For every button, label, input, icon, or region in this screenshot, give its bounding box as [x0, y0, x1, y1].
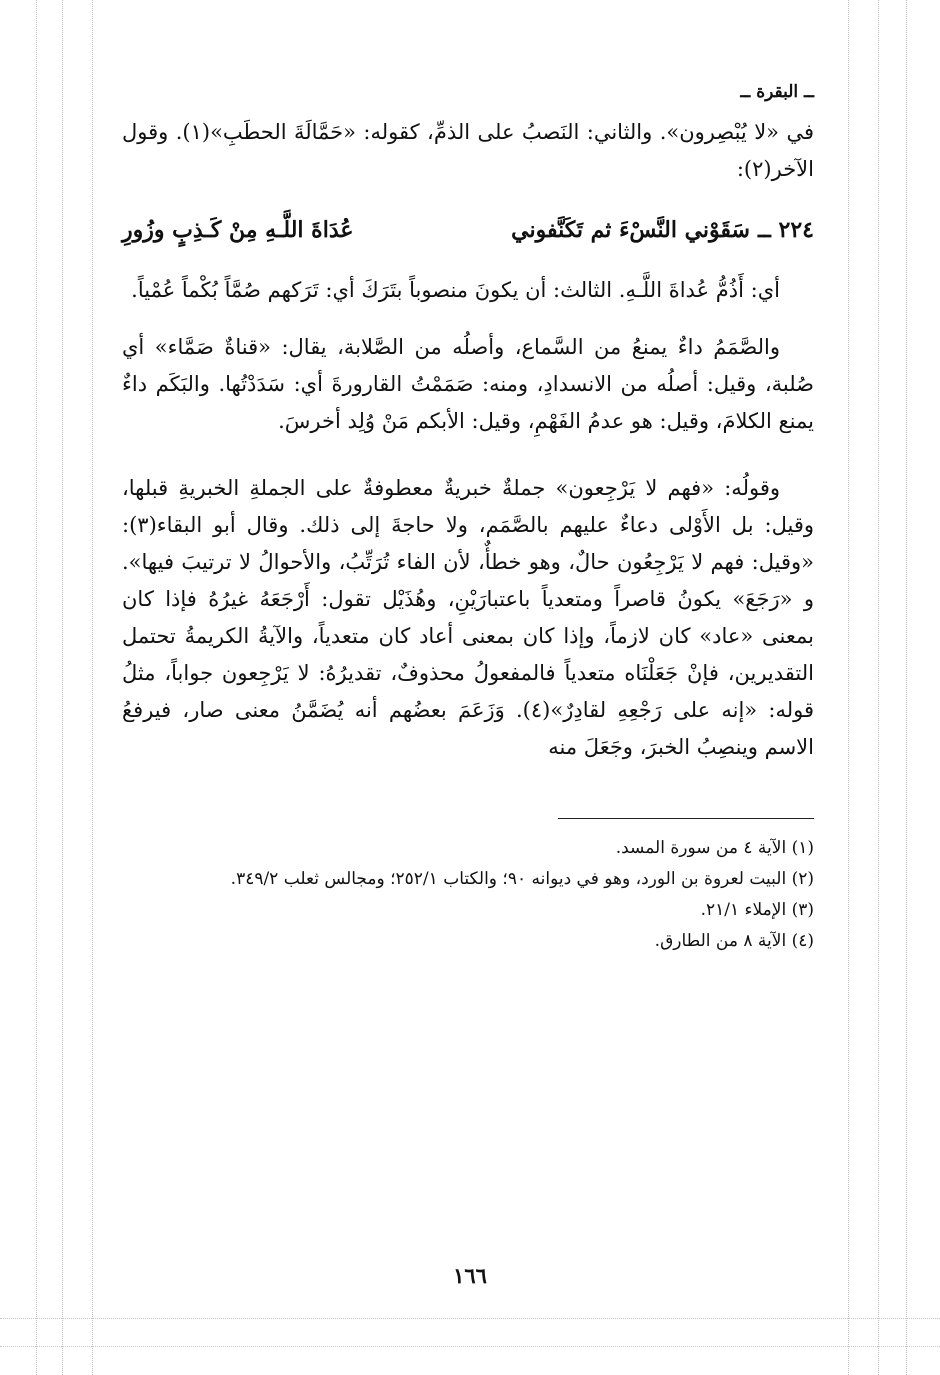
- scan-guide-line: [0, 1346, 940, 1347]
- footnotes: [122, 833, 814, 957]
- footnote-1: (١) الآية ٤ من سورة المسد.: [615, 838, 814, 858]
- scan-guide-line: [62, 0, 63, 1375]
- footnote-3: (٣) الإملاء ٢١/١.: [700, 900, 814, 920]
- paragraph-rajaa: وقولُه: «فهم لا يَرْجِعون» جملةٌ خبريةٌ معطوفةٌ على الجملةِ الخبريةِ قبلها، وقيل: بل الأَوْلى دعاءٌ عليهم بالصَّمَم، ولا حاجةَ إلى ذلك. وقال أبو البقاء(٣): «وقيل: فهم لا يَرْجِعُون حالٌ، وهو خطأٌ، لأن الفاء تُرَتِّبُ، والأحوالُ لا ترتيبَ فيها». و «رَجَعَ» يكونُ قاصراً ومتعدياً باعتبارَيْنِ، وهُذَيْل تقول: أَرْجَعَهُ غيرُهُ فإذا كان بمعنى «عاد» كان لازماً، وإذا كان بمعنى أعاد كان متعدياً، والآيةُ الكريمةُ تحتمل التقديرين، فإنْ جَعَلْنَاه متعدياً فالمفعولُ محذوفٌ، تقديرُهُ: لا يَرْجِعون جواباً، مثلُ قوله: «إنه على رَجْعِهِ لقادِرٌ»(٤). وَزَعَمَ بعضُهم أنه يُضَمَّنُ معنى صار، فيرفعُ الاسم وينصِبُ الخبرَ، وجَعَلَ منه: [122, 476, 814, 759]
- scan-guide-line: [92, 0, 93, 1375]
- scan-guide-line: [0, 1318, 940, 1319]
- scan-guide-line: [906, 0, 907, 1375]
- verse-number: ٢٢٤ ــ: [757, 217, 814, 243]
- paragraph-intro: في «لا يُبْصِرون». والثاني: النَصبُ على الذمِّ، كقوله: «حَمَّالَةَ الحطَبِ»(١). وقول الآخر(٢):: [122, 120, 814, 181]
- verse-first-hemistich: سَقَوْني النَّسْءَ ثم تَكَنَّفوني: [511, 217, 750, 243]
- paragraph-samam: والصَّمَمُ داءٌ يمنعُ من السَّماع، وأصلُه من الصَّلابة، يقال: «قناةٌ صَمَّاء» أي صُلبة، وقيل: أصلُه من الانسدادِ، ومنه: صَمَمْتُ القارورةَ أي: سَدَدْتُها. والبَكَم داءٌ يمنع الكلامَ، وقيل: هو عدمُ الفَهْمِ، وقيل: الأبكم مَنْ وُلِد أخرسَ.: [122, 335, 814, 433]
- book-page: [122, 78, 814, 957]
- running-header: ــ البقرة ــ: [740, 82, 814, 102]
- footnote-separator: [558, 818, 814, 819]
- scan-guide-line: [848, 0, 849, 1375]
- scan-guide-line: [36, 0, 37, 1375]
- paragraph-explanation: أي: أَذُمُّ عُداةَ اللَّـهِ. الثالث: أن يكونَ منصوباً بتَرَكَ أي: تَرَكهم صُمَّاً بُكْماً عُمْياً.: [131, 278, 780, 302]
- scan-guide-line: [878, 0, 879, 1375]
- footnote-2: (٢) البيت لعروة بن الورد، وهو في ديوانه ٩٠؛ والكتاب ٢٥٢/١؛ ومجالس ثعلب ٣٤٩/٢.: [230, 869, 814, 889]
- footnote-4: (٤) الآية ٨ من الطارق.: [654, 931, 814, 951]
- page-number: ١٦٦: [453, 1263, 487, 1288]
- poetry-verse: [122, 210, 814, 250]
- verse-second-hemistich: عُدَاةَ اللَّـهِ مِنْ كَـذِبٍ وزُورِ: [122, 217, 354, 243]
